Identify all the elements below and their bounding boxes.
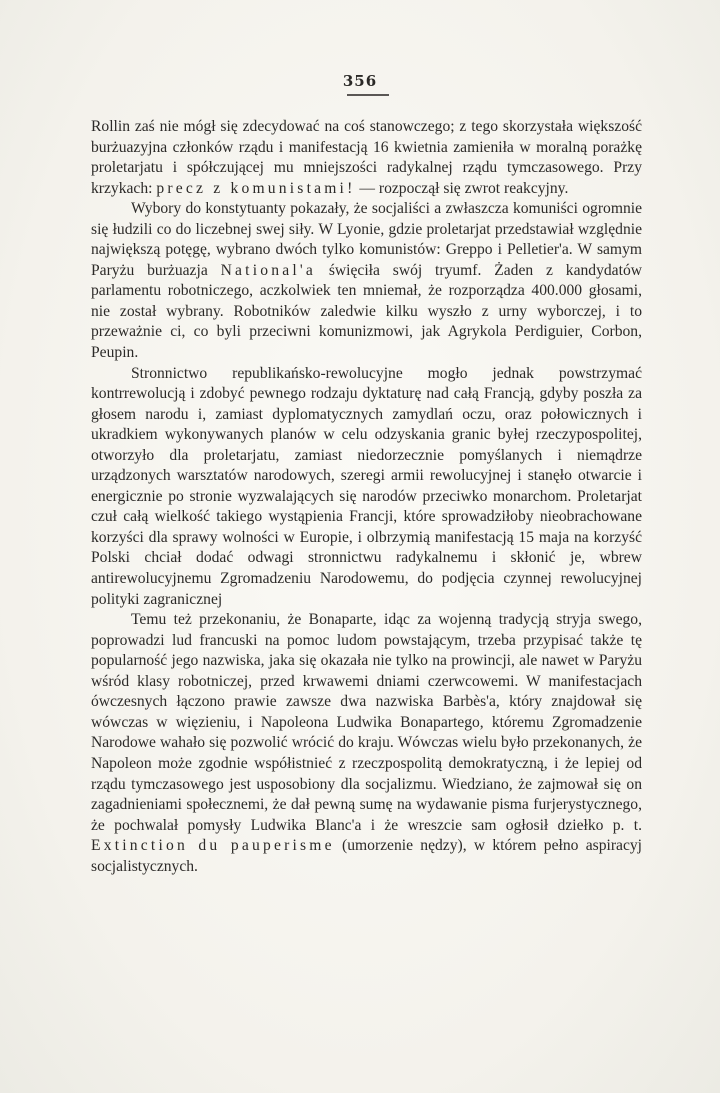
text-run: Temu też przekonaniu, że Bonaparte, idąc za wojenną tradycją stryja swego, poprowadzi lud francuski na pomoc ludom powstającym, trzeba przypisać także tę popularność jego nazwiska, jaka się okazała nie tylko na prowincji, ale nawet w Paryżu wśród klasy robotniczej, przed krwawemi dniami czerwcowemi. W manifestacjach ówczesnych łączono prawie zawsze dwa nazwiska Barbès'a, który znajdował się wówczas w więzieniu, i Napoleona Ludwika Bonapartego, któremu Zgromadzenie Narodowe wahało się pozwolić wrócić do kraju. Wówczas wielu było przekonanych, że Napoleon może zgodnie współistnieć z rzeczpospolitą demokratyczną, i że lepiej od rządu tymczasowego jest usposobiony dla socjalizmu. Wiedziano, że zajmował się on zagadnieniami społecznemi, że dał pewną sumę na wydawanie pisma furjerystycznego, że pochwalał pomysły Ludwika Blanc'a i że wreszcie sam ogłosił dziełko p. t.	[91, 611, 642, 834]
paragraph	[91, 364, 642, 611]
text-run: — rozpoczął się zwrot reakcyjny.	[355, 179, 569, 197]
page-number: 356	[342, 72, 378, 90]
text-run: Rollin zaś nie mógł się zdecydować na coś stanowczego; z tego skorzystała większość burżuazyjna członków rządu i manifestacją 16 kwietnia zamieniła w moralną porażkę proletarjatu i spółczującej mu mniejszości radykalnej rządu tymczasowego. Przy krzykach:	[91, 118, 642, 197]
text-run: Stronnictwo republikańsko-rewolucyjne mogło jednak powstrzymać kontrrewolucją i zdobyć pewnego rodzaju dyktaturę nad całą Francją, gdyby poszła za głosem narodu i, zamiast dyplomatycznych zamydlań oczu, oraz połowicznych i ukradkiem wykonywanych planów w celu odzyskania granic byłej rzeczypospolitej, otworzyło dla proletarjatu, zamiast niedorzecznie pomyślanych i niemądrze urządzonych warsztatów narodowych, szeregi armii rewolucyjnej i stanęło otwarcie i energicznie po stronie wyzwalających się narodów przeciwko monarchom. Proletarjat czuł całą wielkość takiego wystąpienia Francji, które sprowadziłoby nieobrachowane korzyści dla sprawy wolności w Europie, i olbrzymią manifestacją 15 maja na korzyść Polski chciał dodać odwagi stronnictwu radykalnemu i skłonić je, wbrew antirewolucyjnemu Zgromadzeniu Narodowemu, do podjęcia czynnej rewolucyjnej polityki zagranicznej	[91, 364, 642, 608]
text-run: święciła swój tryumf. Żaden z kandydatów parlamentu robotniczego, aczkolwiek ten mniemał, że rozporządza 400.000 głosami, nie został wybrany. Robotników zaledwie kilku wyszło z urny wyborczej, i to przeważnie ci, co byli przeciwni komunizmowi, jak Agrykola Perdiguier, Corbon, Peupin.	[91, 261, 642, 362]
spaced-emphasis: National'a	[220, 261, 317, 279]
spaced-emphasis: Extinction du pauperisme	[91, 837, 335, 855]
text-run: Wybory do konstytuanty pokazały, że socjaliści a zwłaszcza komuniści ogromnie się łudzili co do liczebnej swej siły. W Lyonie, gdzie proletarjat przedstawiał względnie największą potęgę, wybrano dwóch tylko komunistów: Greppo i Pelletier'a. W samym Paryżu burżuazja	[91, 200, 642, 279]
spaced-emphasis: precz z komunistami!	[156, 179, 356, 197]
paragraph	[91, 117, 642, 199]
body-text	[91, 117, 642, 877]
paragraph	[91, 610, 642, 877]
paragraph	[91, 199, 642, 363]
page-number-underline	[347, 94, 389, 96]
text-run: (umorzenie nędzy), w którem pełno aspiracyj socjalistycznych.	[91, 837, 642, 875]
